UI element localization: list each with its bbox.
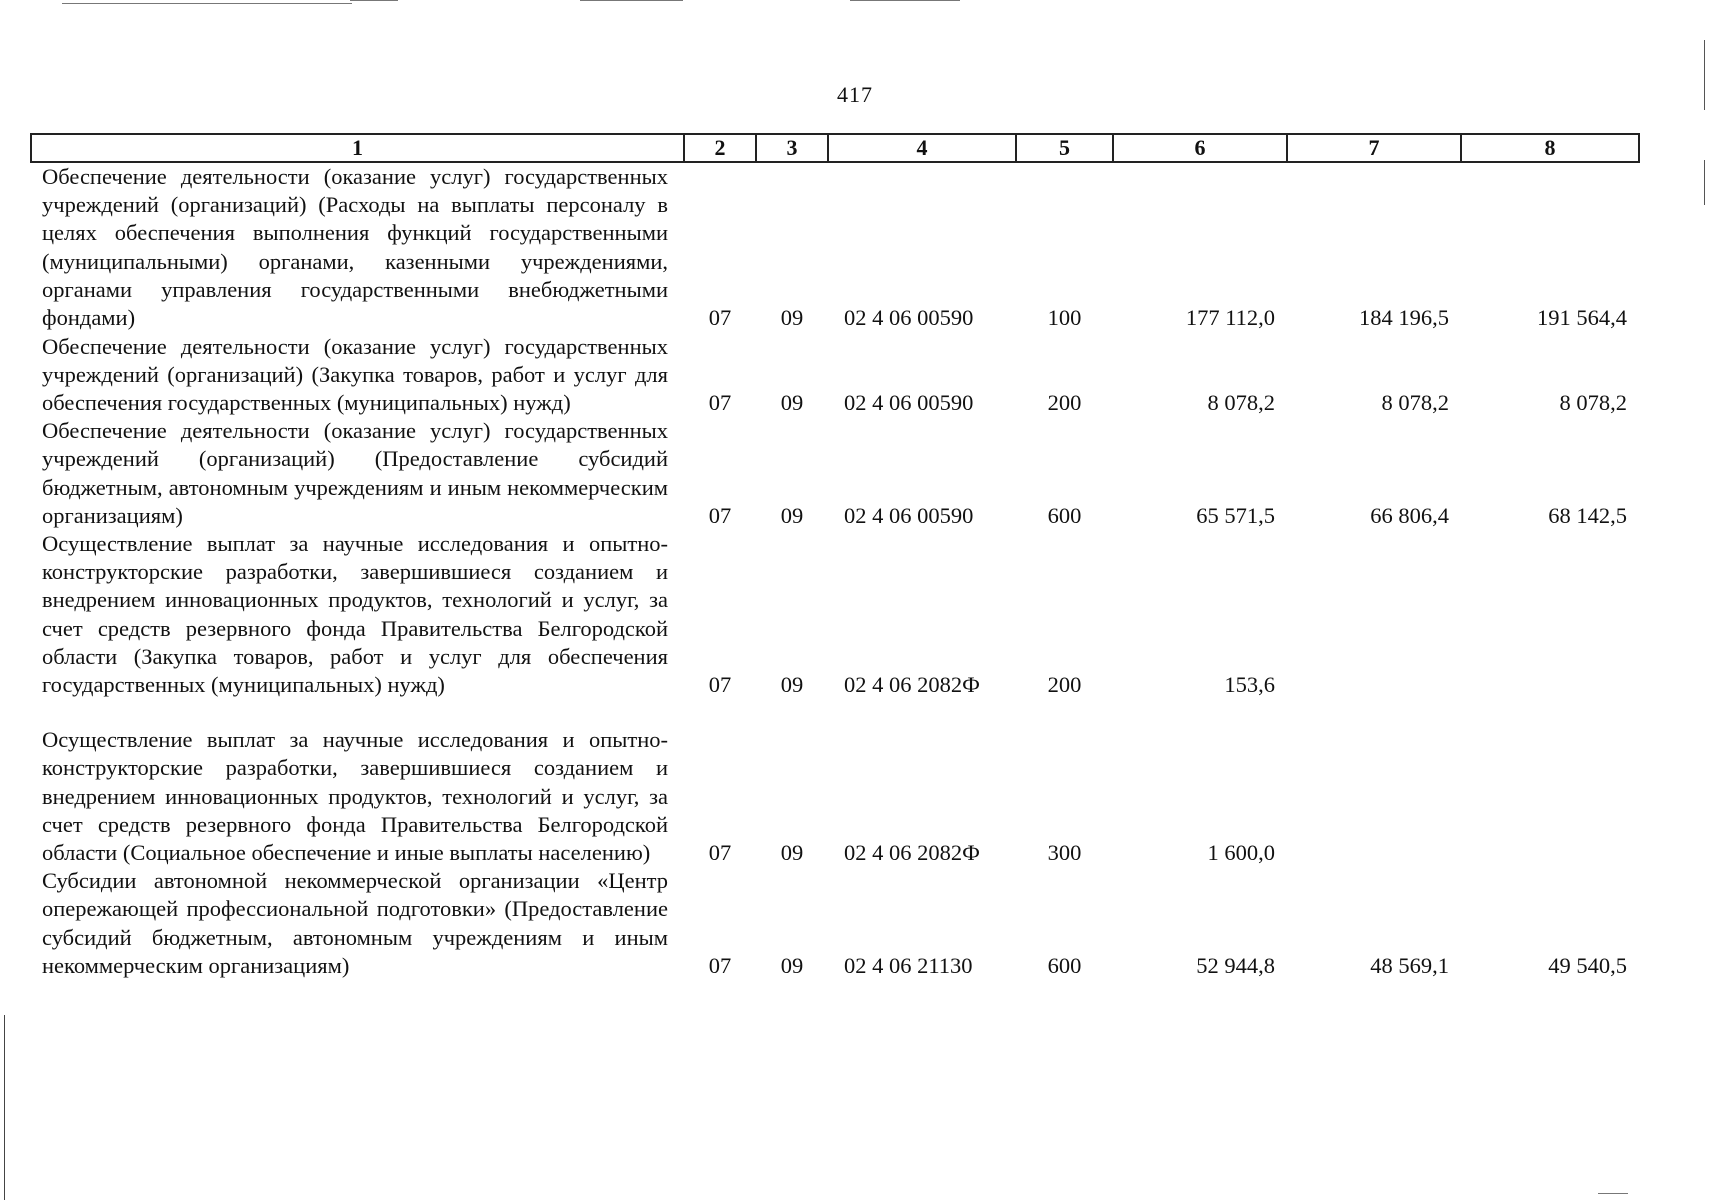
row-target-article: 02 4 06 2082Ф bbox=[844, 840, 980, 866]
table-header-row bbox=[31, 134, 1639, 162]
row-section: 07 bbox=[708, 502, 732, 528]
row-subsection: 09 bbox=[780, 390, 804, 416]
page-number: 417 bbox=[837, 82, 873, 107]
row-subsection: 09 bbox=[780, 840, 804, 866]
row-expense-type: 600 bbox=[1047, 952, 1082, 978]
row-year1-amount: 1 600,0 bbox=[1207, 840, 1275, 866]
row-target-article: 02 4 06 00590 bbox=[844, 390, 974, 416]
row-description: Осуществление выплат за научные исследования и опытно-конструкторские разработки, завершившиеся созданием и внедрением инновационных продуктов, технологий и услуг, за счет средств резервного фонда Правительства Белгородской области (Закупка товаров, работ и услуг для обеспечения государственных (муниципальных) нужд) bbox=[42, 531, 668, 698]
header-col-3: 3 bbox=[756, 134, 828, 162]
row-expense-type: 200 bbox=[1047, 390, 1082, 416]
row-description: Обеспечение деятельности (оказание услуг) государственных учреждений (организаций) (Расходы на выплаты персоналу в целях обеспечения выполнения функций государственными (муниципальными) органами, казенными учреждениями, органами управления государственными внебюджетными фондами) bbox=[42, 164, 668, 331]
row-section: 07 bbox=[708, 840, 732, 866]
budget-table bbox=[30, 133, 1640, 980]
row-description: Осуществление выплат за научные исследования и опытно-конструкторские разработки, завершившиеся созданием и внедрением инновационных продуктов, технологий и услуг, за счет средств резервного фонда Правительства Белгородской области (Социальное обеспечение и иные выплаты населению) bbox=[42, 727, 668, 866]
row-year1-amount: 65 571,5 bbox=[1196, 502, 1275, 528]
row-expense-type: 600 bbox=[1047, 502, 1082, 528]
row-subsection: 09 bbox=[780, 502, 804, 528]
row-year3-amount: 68 142,5 bbox=[1548, 502, 1627, 528]
header-col-1: 1 bbox=[31, 134, 684, 162]
header-col-7: 7 bbox=[1287, 134, 1461, 162]
row-year2-amount: 184 196,5 bbox=[1359, 305, 1449, 331]
row-year1-amount: 153,6 bbox=[1224, 672, 1275, 698]
header-col-5: 5 bbox=[1016, 134, 1113, 162]
table-row bbox=[31, 867, 1639, 980]
row-description: Субсидии автономной некоммерческой организации «Центр опережающей профессиональной подготовки» (Предоставление субсидий бюджетным, автономным учреждениям и иным некоммерческим организациям) bbox=[42, 868, 668, 978]
row-year3-amount bbox=[1461, 699, 1639, 867]
table-row bbox=[31, 699, 1639, 867]
row-target-article: 02 4 06 21130 bbox=[844, 952, 973, 978]
row-section: 07 bbox=[708, 305, 732, 331]
table-row bbox=[31, 530, 1639, 699]
header-col-8: 8 bbox=[1461, 134, 1639, 162]
row-expense-type: 300 bbox=[1047, 840, 1082, 866]
row-subsection: 09 bbox=[780, 952, 804, 978]
row-description: Обеспечение деятельности (оказание услуг) государственных учреждений (организаций) (Закупка товаров, работ и услуг для обеспечения государственных (муниципальных) нужд) bbox=[42, 333, 668, 416]
row-year2-amount bbox=[1287, 699, 1461, 867]
row-year3-amount bbox=[1461, 530, 1639, 699]
row-year2-amount: 48 569,1 bbox=[1370, 952, 1449, 978]
row-year1-amount: 8 078,2 bbox=[1207, 390, 1275, 416]
row-subsection: 09 bbox=[780, 672, 804, 698]
row-target-article: 02 4 06 00590 bbox=[844, 502, 974, 528]
row-target-article: 02 4 06 2082Ф bbox=[844, 672, 980, 698]
row-subsection: 09 bbox=[780, 305, 804, 331]
row-section: 07 bbox=[708, 672, 732, 698]
row-year1-amount: 177 112,0 bbox=[1185, 305, 1275, 331]
row-target-article: 02 4 06 00590 bbox=[844, 305, 974, 331]
row-expense-type: 100 bbox=[1047, 305, 1082, 331]
table-row bbox=[31, 332, 1639, 417]
header-col-6: 6 bbox=[1113, 134, 1287, 162]
row-section: 07 bbox=[708, 390, 732, 416]
row-year1-amount: 52 944,8 bbox=[1196, 952, 1275, 978]
row-year3-amount: 191 564,4 bbox=[1537, 305, 1627, 331]
row-section: 07 bbox=[708, 952, 732, 978]
row-year2-amount: 66 806,4 bbox=[1370, 502, 1449, 528]
row-year2-amount bbox=[1287, 530, 1461, 699]
table-row bbox=[31, 162, 1639, 332]
header-col-2: 2 bbox=[684, 134, 756, 162]
row-year2-amount: 8 078,2 bbox=[1381, 390, 1449, 416]
row-year3-amount: 49 540,5 bbox=[1548, 952, 1627, 978]
row-description: Обеспечение деятельности (оказание услуг) государственных учреждений (организаций) (Предоставление субсидий бюджетным, автономным учреждениям и иным некоммерческим организациям) bbox=[42, 418, 668, 528]
row-expense-type: 200 bbox=[1047, 672, 1082, 698]
header-col-4: 4 bbox=[828, 134, 1016, 162]
row-year3-amount: 8 078,2 bbox=[1559, 390, 1627, 416]
table-row bbox=[31, 417, 1639, 530]
